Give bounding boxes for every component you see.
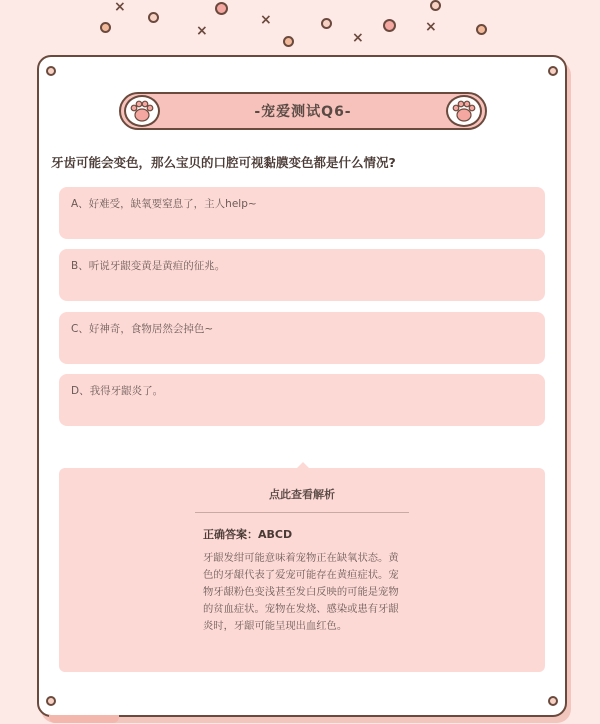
decor-circle-icon xyxy=(321,18,332,29)
option-label: A、好难受，缺氧要窒息了，主人help~ xyxy=(71,198,257,210)
decor-cross-icon: × xyxy=(352,30,364,46)
decor-circle-icon xyxy=(100,22,111,33)
decor-circle-icon xyxy=(215,2,228,15)
card-bottom-tab xyxy=(49,715,119,723)
decor-circle-icon xyxy=(476,24,487,35)
title-banner xyxy=(119,92,487,130)
corner-dot-icon xyxy=(46,696,56,706)
paw-icon xyxy=(124,95,160,127)
option-d[interactable] xyxy=(59,374,545,426)
analysis-panel xyxy=(59,468,545,672)
decor-cross-icon: × xyxy=(114,0,126,15)
option-b[interactable] xyxy=(59,249,545,301)
decor-circle-icon xyxy=(383,19,396,32)
decor-circle-icon xyxy=(148,12,159,23)
option-c[interactable] xyxy=(59,312,545,364)
decor-circle-icon xyxy=(430,0,441,11)
correct-answer: 正确答案：ABCD xyxy=(203,528,293,541)
page-title: -宠爱测试Q6- xyxy=(254,104,352,120)
analysis-notch xyxy=(297,462,309,468)
decor-cross-icon: × xyxy=(196,23,208,39)
decor-cross-icon: × xyxy=(260,12,272,28)
divider xyxy=(195,512,409,513)
paw-icon xyxy=(446,95,482,127)
corner-dot-icon xyxy=(46,66,56,76)
option-label: C、好神奇，食物居然会掉色~ xyxy=(71,323,214,335)
decor-circle-icon xyxy=(283,36,294,47)
option-label: B、听说牙龈变黄是黄疸的征兆。 xyxy=(71,260,226,272)
option-a[interactable] xyxy=(59,187,545,239)
view-analysis-button[interactable]: 点此查看解析 xyxy=(269,488,335,501)
quiz-card xyxy=(37,55,567,717)
question-text: 牙齿可能会变色，那么宝贝的口腔可视黏膜变色都是什么情况? xyxy=(51,155,396,170)
decor-cross-icon: × xyxy=(425,19,437,35)
corner-dot-icon xyxy=(548,66,558,76)
corner-dot-icon xyxy=(548,696,558,706)
explanation-text: 牙龈发绀可能意味着宠物正在缺氧状态。黄色的牙龈代表了爱宠可能存在黄疸症状。宠物牙龈粉色变浅甚至发白反映的可能是宠物的贫血症状。宠物在发烧、感染或患有牙龈炎时，牙龈可能呈现出血红色。 xyxy=(203,552,399,632)
option-label: D、我得牙龈炎了。 xyxy=(71,385,164,397)
